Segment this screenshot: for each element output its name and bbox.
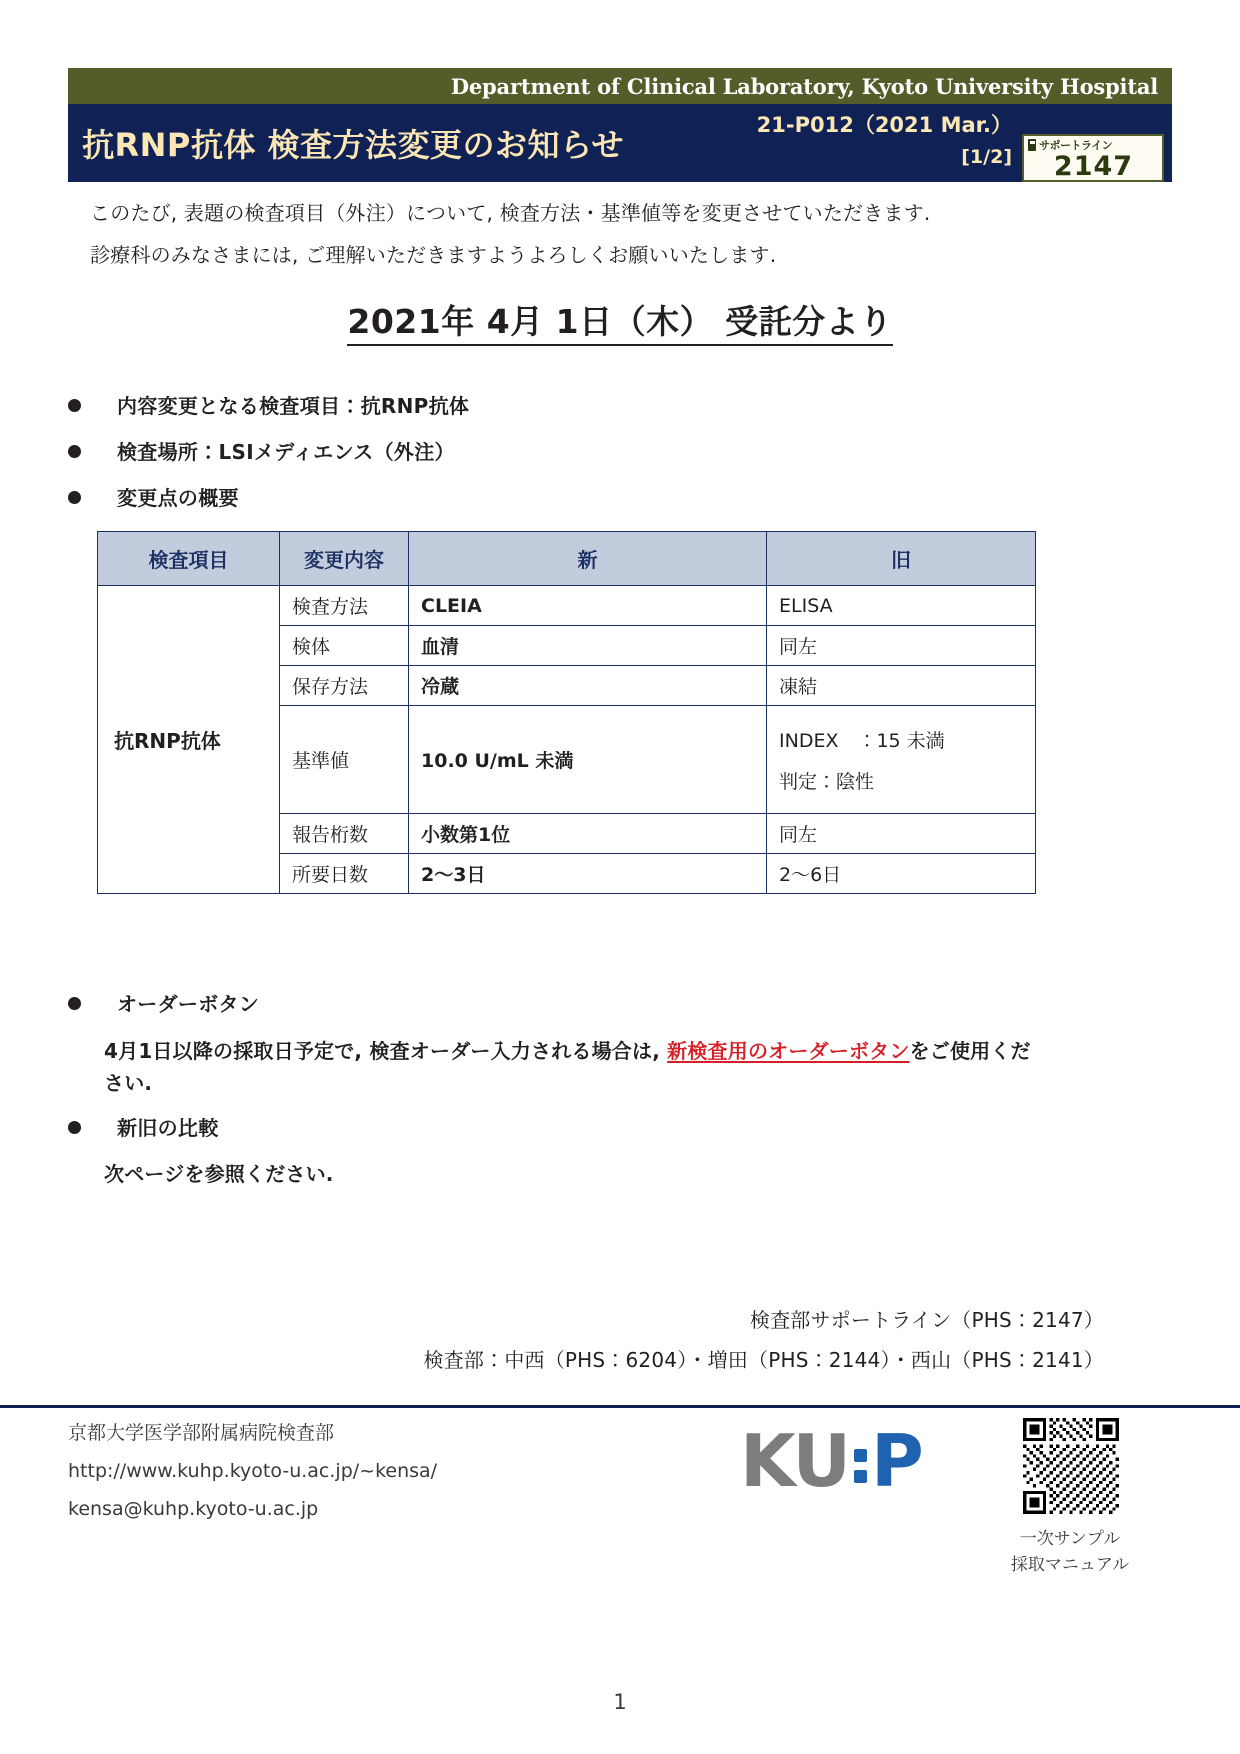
effective-date-heading: [0, 296, 1240, 343]
table-row: [98, 586, 1036, 626]
order-text-prefix: 4月1日以降の採取日予定で, 検査オーダー入力される場合は,: [104, 1039, 668, 1063]
cell-new-value: CLEIA: [409, 586, 767, 626]
kuhp-logo-dots-icon: [851, 1441, 869, 1491]
intro-line-1: このたび, 表題の検査項目（外注）について, 検査方法・基準値等を変更させていただきます.: [90, 201, 931, 225]
order-text-suffix: をご使用ください.: [104, 1039, 1031, 1095]
page-title: 抗RNP抗体 検査方法変更のお知らせ: [82, 126, 625, 164]
cell-old-value: 同左: [767, 626, 1036, 666]
footer-contact-block: [68, 1414, 437, 1528]
col-header-old: 旧: [767, 532, 1036, 586]
cell-change-type: 検体: [280, 626, 409, 666]
header-department-bar: [68, 68, 1172, 104]
document-code: 21-P012（2021 Mar.）: [756, 113, 1012, 137]
bullet-item-test-location: [68, 438, 455, 466]
cell-old-value: 2〜6日: [767, 854, 1036, 894]
support-line-contact: 検査部サポートライン（PHS：2147）: [749, 1308, 1104, 1332]
cell-old-value: ELISA: [767, 586, 1036, 626]
department-line: Department of Clinical Laboratory, Kyoto University Hospital: [450, 73, 1158, 99]
table-header-row: [98, 532, 1036, 586]
bullet-dot-icon: [68, 445, 81, 458]
col-header-new: 新: [409, 532, 767, 586]
cell-new-value: 小数第1位: [409, 814, 767, 854]
bullet-label: 検査場所：LSIメディエンス（外注）: [117, 440, 455, 464]
bullet-dot-icon: [68, 491, 81, 504]
page-number: 1: [613, 1690, 627, 1714]
change-summary-table: [97, 531, 1036, 894]
qr-caption-line-2: 採取マニュアル: [1010, 1555, 1130, 1575]
cell-change-type: 所要日数: [280, 854, 409, 894]
intro-block: [68, 198, 1172, 282]
bullet-label: 新旧の比較: [117, 1116, 219, 1140]
cell-old-value: INDEX ：15 未満: [779, 729, 945, 752]
cell-new-value: 10.0 U/mL 未満: [409, 706, 767, 814]
support-line-label: サポートライン: [1039, 139, 1113, 152]
cell-new-value: 2〜3日: [409, 854, 767, 894]
footer-website-url[interactable]: http://www.kuhp.kyoto-u.ac.jp/~kensa/: [68, 1460, 438, 1482]
bullet-item-order-button: [68, 990, 259, 1018]
bullet-item-comparison: [68, 1114, 219, 1142]
page-indicator: [1/2]: [961, 146, 1012, 168]
cell-test-item-name: 抗RNP抗体: [98, 586, 280, 894]
contact-phone-block: [68, 1300, 1104, 1380]
cell-change-type: 検査方法: [280, 586, 409, 626]
cell-change-type: 保存方法: [280, 666, 409, 706]
cell-new-value: 冷蔵: [409, 666, 767, 706]
support-line-badge: [1022, 134, 1164, 182]
footer-organization: 京都大学医学部附属病院検査部: [68, 1422, 335, 1444]
bullet-dot-icon: [68, 1121, 81, 1134]
effective-date-text: 2021年 4月 1日（木） 受託分より: [347, 302, 892, 346]
qr-code-icon: [1023, 1418, 1119, 1514]
bullet-label: オーダーボタン: [117, 992, 260, 1016]
support-line-number: 2147: [1053, 151, 1134, 182]
header-title-bar: [68, 104, 1172, 182]
staff-contact-line: 検査部：中西（PHS：6204）・増田（PHS：2144）・西山（PHS：2141）: [423, 1348, 1104, 1372]
cell-change-type: 報告桁数: [280, 814, 409, 854]
cell-new-value: 血清: [409, 626, 767, 666]
intro-line-2: 診療科のみなさまには, ご理解いただきますようよろしくお願いいたします.: [90, 243, 777, 267]
kuhp-logo-p: P: [871, 1419, 922, 1503]
bullet-label: 内容変更となる検査項目：抗RNP抗体: [117, 394, 470, 418]
cell-old-value-group: [767, 706, 1036, 814]
footer-email[interactable]: kensa@kuhp.kyoto-u.ac.jp: [68, 1498, 319, 1520]
bullet-item-target-test: [68, 392, 469, 420]
document-header: [68, 68, 1172, 182]
order-button-highlight: 新検査用のオーダーボタン: [667, 1039, 910, 1063]
bullet-label: 変更点の概要: [117, 486, 239, 510]
bullet-dot-icon: [68, 997, 81, 1010]
order-instruction-paragraph: [104, 1035, 1044, 1099]
col-header-change-type: 変更内容: [280, 532, 409, 586]
kuhp-logo-ku: KU: [740, 1419, 849, 1503]
col-header-test-item: 検査項目: [98, 532, 280, 586]
bullet-dot-icon: [68, 399, 81, 412]
cell-change-type: 基準値: [280, 706, 409, 814]
qr-caption-block: [955, 1526, 1185, 1578]
qr-caption-line-1: 一次サンプル: [1019, 1529, 1121, 1549]
cell-old-value: 同左: [767, 814, 1036, 854]
cell-old-value: 凍結: [767, 666, 1036, 706]
kuhp-logo: [740, 1418, 922, 1504]
cell-old-value-sub: 判定：陰性: [779, 770, 875, 793]
phone-icon: [1028, 139, 1036, 151]
next-page-note: 次ページを参照ください.: [104, 1162, 334, 1186]
bullet-item-change-summary: [68, 484, 239, 512]
